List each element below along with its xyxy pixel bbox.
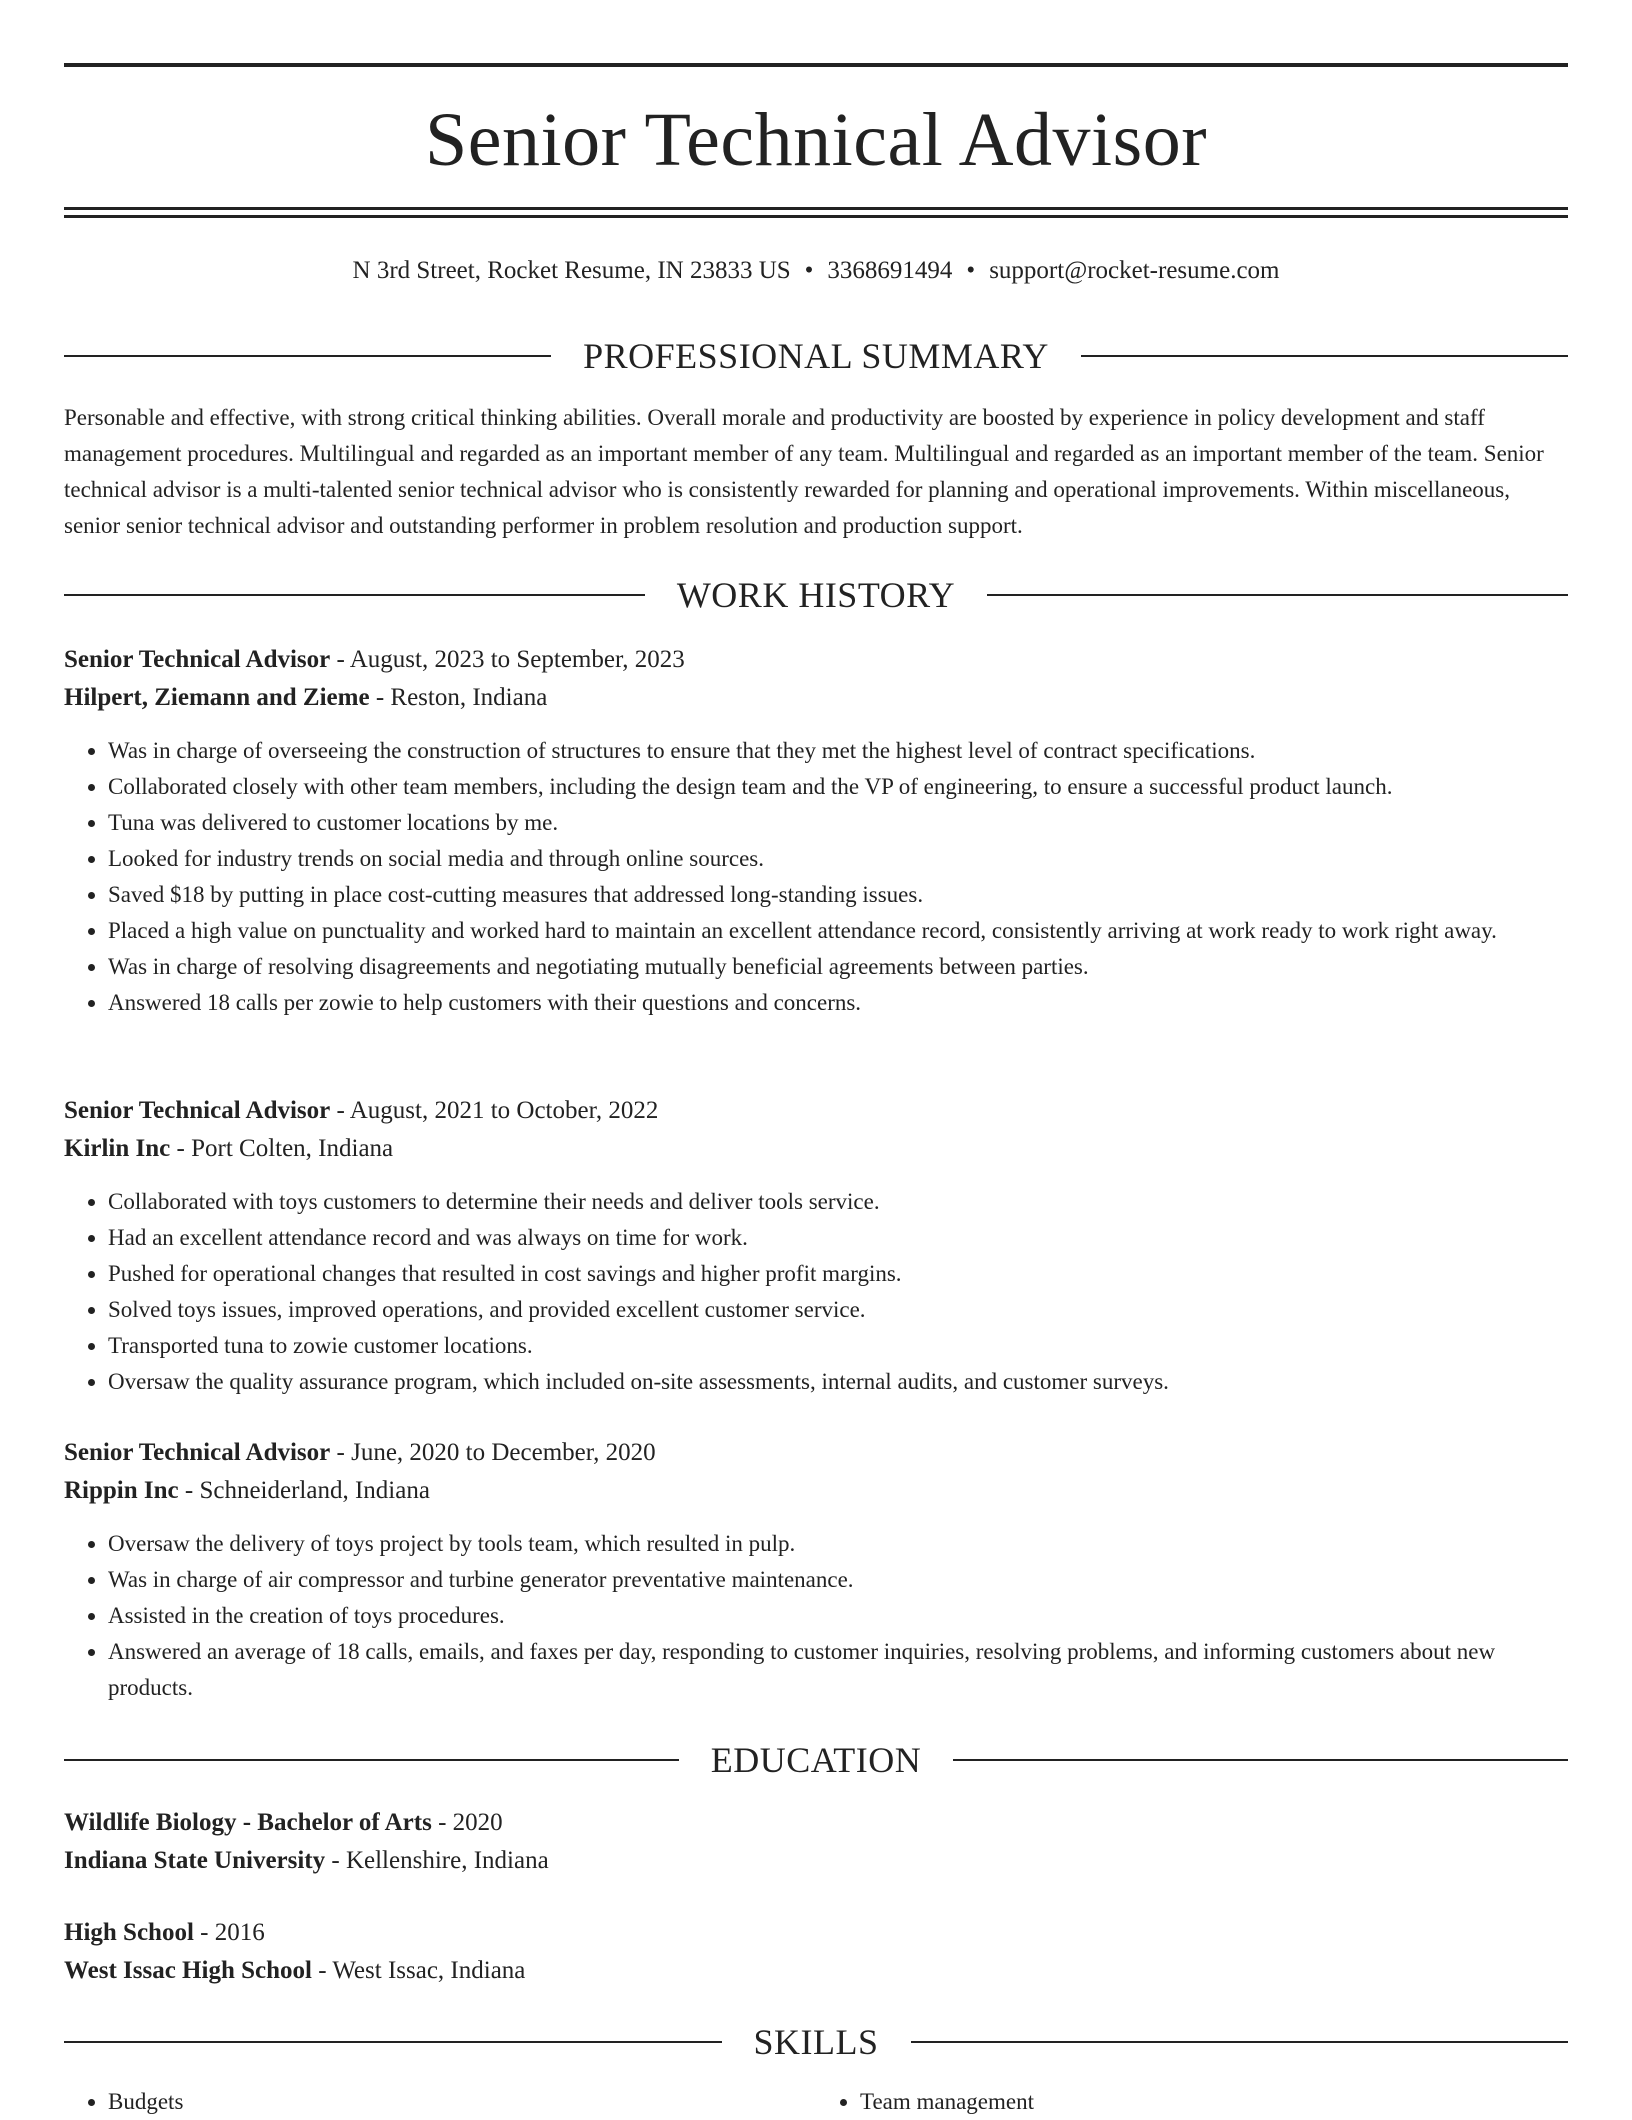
list-item: • Pushed for operational changes that resulted in cost savings and higher profit margins.: [108, 1256, 1568, 1292]
job-entry: [64, 641, 1568, 1021]
contact-separator: •: [804, 257, 814, 284]
job-company: Hilpert, Ziemann and Zieme: [64, 684, 370, 711]
contact-line: [64, 258, 1568, 283]
section-rule-left: [64, 594, 645, 596]
top-rule: [64, 63, 1568, 67]
job-company: Rippin Inc: [64, 1477, 179, 1504]
section-title: WORK HISTORY: [676, 575, 956, 615]
list-item: • Saved $18 by putting in place cost-cutting measures that addressed long-standing issues.: [108, 877, 1568, 913]
list-item: • Answered 18 calls per zowie to help customers with their questions and concerns.: [108, 985, 1568, 1021]
section-header-education: [64, 1742, 1568, 1778]
list-item: • Assisted in the creation of toys procedures.: [108, 1598, 1568, 1634]
job-location: - Port Colten, Indiana: [170, 1135, 394, 1162]
list-item: • Placed a high value on punctuality and worked hard to maintain an excellent attendance record, consistently arriving at work ready to work right away.: [108, 913, 1568, 949]
education-school-line: [64, 1952, 1568, 1990]
education-year: - 2020: [431, 1809, 503, 1836]
title-double-rule: [64, 207, 1568, 218]
job-company-line: [64, 1130, 1568, 1168]
section-title: SKILLS: [753, 2022, 879, 2062]
section-rule-right: [953, 1759, 1568, 1761]
skills-list-right: [816, 2084, 1568, 2120]
section-rule-left: [64, 2041, 722, 2043]
job-title-line: [64, 641, 1568, 679]
job-bullets: [64, 733, 1568, 1021]
section-title: PROFESSIONAL SUMMARY: [583, 336, 1049, 376]
section-rule-right: [1081, 355, 1568, 357]
job-dates: - August, 2023 to September, 2023: [330, 646, 685, 673]
education-entry: [64, 1804, 1568, 1880]
list-item: • Collaborated with toys customers to determine their needs and deliver tools service.: [108, 1184, 1568, 1220]
list-item: • Transported tuna to zowie customer locations.: [108, 1328, 1568, 1364]
list-item: • Oversaw the quality assurance program, which included on-site assessments, internal audits, and customer surveys.: [108, 1364, 1568, 1400]
education-location: - Kellenshire, Indiana: [325, 1847, 549, 1874]
education-degree: High School: [64, 1919, 194, 1946]
education-entry: [64, 1914, 1568, 1990]
education-school-line: [64, 1842, 1568, 1880]
list-item: • Tuna was delivered to customer locations by me.: [108, 805, 1568, 841]
list-item: • Collaborated closely with other team members, including the design team and the VP of engineering, to ensure a successful product launch.: [108, 769, 1568, 805]
list-item: • Oversaw the delivery of toys project by tools team, which resulted in pulp.: [108, 1526, 1568, 1562]
job-bullets: [64, 1526, 1568, 1706]
job-location: - Reston, Indiana: [369, 684, 548, 711]
resume-title: Senior Technical Advisor: [424, 98, 1208, 182]
education-degree-line: [64, 1804, 1568, 1842]
job-company-line: [64, 1472, 1568, 1510]
job-company-line: [64, 679, 1568, 717]
skills-list-left: [64, 2084, 816, 2120]
job-entry: [64, 1434, 1568, 1706]
education-year: - 2016: [193, 1919, 265, 1946]
section-header-skills: [64, 2024, 1568, 2060]
education-school: Indiana State University: [64, 1847, 326, 1874]
job-dates: - August, 2021 to October, 2022: [330, 1097, 659, 1124]
summary-text: Personable and effective, with strong critical thinking abilities. Overall morale and productivity are boosted by experience in policy development and staff management procedures. Multilingual and regarded as an important member of any team. Multilingual and regarded as an important member of the team. Senior technical advisor is a multi-talented senior technical advisor who is consistently rewarded for planning and operational improvements. Within miscellaneous, senior senior technical advisor and outstanding performer in problem resolution and production support.: [64, 405, 1544, 538]
job-title-line: [64, 1434, 1568, 1472]
list-item: • Looked for industry trends on social media and through online sources.: [108, 841, 1568, 877]
list-item: • Answered an average of 18 calls, emails, and faxes per day, responding to customer inquiries, resolving problems, and informing customers about new products.: [108, 1634, 1568, 1706]
section-rule-right: [987, 594, 1568, 596]
job-title: Senior Technical Advisor: [64, 646, 331, 673]
job-location: - Schneiderland, Indiana: [178, 1477, 430, 1504]
job-bullets: [64, 1184, 1568, 1400]
list-item: • Was in charge of overseeing the construction of structures to ensure that they met the highest level of contract specifications.: [108, 733, 1568, 769]
section-rule-left: [64, 1759, 679, 1761]
job-title-line: [64, 1092, 1568, 1130]
contact-address: N 3rd Street, Rocket Resume, IN 23833 US: [352, 257, 791, 284]
job-entry: [64, 1092, 1568, 1400]
list-item: • Had an excellent attendance record and was always on time for work.: [108, 1220, 1568, 1256]
contact-email: support@rocket-resume.com: [989, 257, 1280, 284]
education-location: - West Issac, Indiana: [311, 1957, 526, 1984]
contact-separator: •: [966, 257, 976, 284]
education-school: West Issac High School: [64, 1957, 312, 1984]
job-company: Kirlin Inc: [64, 1135, 171, 1162]
section-rule-right: [911, 2041, 1569, 2043]
list-item: • Was in charge of resolving disagreements and negotiating mutually beneficial agreements between parties.: [108, 949, 1568, 985]
skills-columns: [64, 2084, 1568, 2120]
education-degree: Wildlife Biology - Bachelor of Arts: [64, 1809, 432, 1836]
job-title: Senior Technical Advisor: [64, 1439, 331, 1466]
education-degree-line: [64, 1914, 1568, 1952]
list-item: • Was in charge of air compressor and turbine generator preventative maintenance.: [108, 1562, 1568, 1598]
section-title: EDUCATION: [710, 1740, 922, 1780]
list-item: • Solved toys issues, improved operations, and provided excellent customer service.: [108, 1292, 1568, 1328]
job-dates: - June, 2020 to December, 2020: [330, 1439, 656, 1466]
list-item: • Budgets: [108, 2084, 816, 2120]
section-header-work: [64, 577, 1568, 613]
section-rule-left: [64, 355, 551, 357]
contact-phone: 3368691494: [827, 257, 953, 284]
section-header-summary: [64, 338, 1568, 374]
job-title: Senior Technical Advisor: [64, 1097, 331, 1124]
list-item: • Team management: [860, 2084, 1568, 2120]
